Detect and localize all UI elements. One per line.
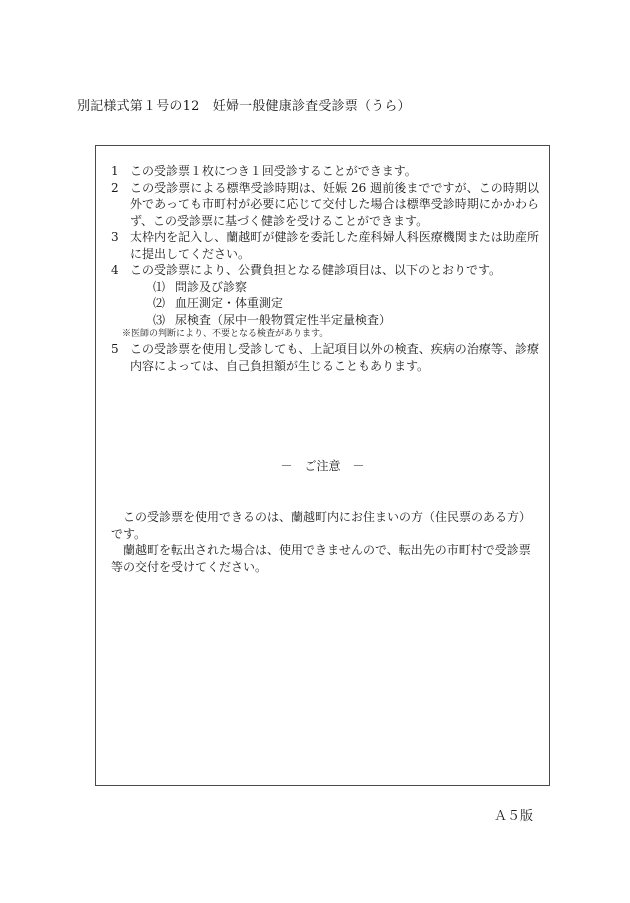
item-number: 1 bbox=[111, 164, 119, 178]
item-text: この受診票による標準受診時期は、妊娠 26 週前後までですが、この時期以外であっても市町村が必要に応じて交付した場合は標準受診時期にかかわらず、この受診票に基づく健診を受けることができます。 bbox=[130, 180, 539, 228]
sub-item-text: 問診及び診察 bbox=[175, 279, 248, 294]
doctor-note: ※医師の判断により、不要となる検査があります。 bbox=[122, 329, 329, 339]
paper-size-label: Ａ５版 bbox=[494, 809, 534, 824]
instruction-item-3 bbox=[111, 229, 539, 262]
sub-item-text: 血圧測定・体重測定 bbox=[175, 296, 284, 310]
sub-item-3 bbox=[111, 312, 539, 329]
sub-item-2 bbox=[111, 295, 539, 312]
instruction-item-1 bbox=[111, 163, 539, 180]
sub-item-number: ⑵ bbox=[153, 296, 166, 310]
instruction-item-4 bbox=[111, 262, 539, 279]
sub-item-text: 尿検査（尿中一般物質定性半定量検査） bbox=[175, 312, 392, 327]
document-title: 別記様式第１号の12 妊婦一般健康診査受診票（うら） bbox=[77, 99, 411, 114]
instruction-item-5 bbox=[111, 341, 539, 374]
item-text: この受診票１枚につき１回受診することができます。 bbox=[130, 164, 417, 178]
item-number: 2 bbox=[111, 180, 119, 195]
caution-heading: － ご注意 － bbox=[280, 459, 365, 473]
item-number: 3 bbox=[111, 230, 119, 244]
instruction-item-2 bbox=[111, 180, 539, 230]
item-number: 4 bbox=[111, 263, 119, 277]
item-text: この受診票を使用し受診しても、上記項目以外の検査、疾病の治療等、診療内容によっては、自己負担額が生じることもあります。 bbox=[130, 342, 539, 373]
caution-body bbox=[111, 509, 539, 575]
item-text: 太枠内を記入し、蘭越町が健診を委託した産科婦人科医療機関または助産所に提出してください。 bbox=[130, 230, 539, 261]
caution-paragraph-2: 蘭越町を転出された場合は、使用できませんので、転出先の市町村で受診票等の交付を受けてください。 bbox=[111, 543, 531, 574]
item-text: この受診票により、公費負担となる健診項目は、以下のとおりです。 bbox=[130, 263, 502, 277]
sub-item-number: ⑴ bbox=[153, 279, 166, 294]
sub-item-1 bbox=[111, 279, 539, 296]
item-number: 5 bbox=[111, 342, 119, 356]
sub-item-number: ⑶ bbox=[153, 312, 166, 327]
caution-paragraph-1: この受診票を使用できるのは、蘭越町内にお住まいの方（住民票のある方）です。 bbox=[111, 510, 532, 541]
instruction-list bbox=[111, 163, 539, 374]
